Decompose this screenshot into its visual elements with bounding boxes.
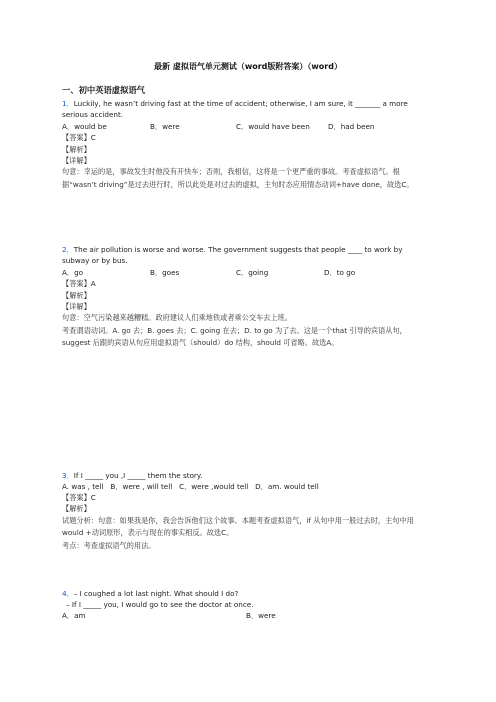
question-stem: Luckily, he wasn’t driving fast at the time of accident; otherwise, I am sure, it _______ a more serious accident.: [62, 99, 408, 120]
explanation: 考查谓语动词。A. go 去；B. goes 去；C. going 在去；D. to go 为了去。这是一个that 引导的宾语从句，suggest 后跟的宾语从句应用虚拟语气（should）do 结构，should 可省略。故选A。: [62, 325, 407, 348]
option-d: D．had been: [328, 122, 375, 132]
document-title: 最新 虚拟语气单元测试（word版附答案）（word）: [154, 62, 342, 71]
option-a: A．go: [62, 268, 84, 278]
section-heading: 一、初中英语虚拟语气: [62, 85, 145, 95]
answer-label: 【答案】A: [62, 279, 96, 289]
explanation: 句意：幸运的是，事故发生时他没有开快车；否则，我相信，这将是一个更严重的事故。考查虚拟语气。根据“wasn’t driving”是过去进行时，所以此处是对过去的虚拟，主句时态应用情态动词+have done，故选C。: [62, 166, 414, 189]
question-stem: The air pollution is worse and worse. The government suggests that people ____ to work by subway or by bus.: [62, 245, 403, 266]
dialogue-line-2: – If I _____ you, I would go to see the doctor at once.: [66, 600, 254, 610]
analysis-label: 【解析】: [62, 504, 91, 514]
question-number: 3．: [62, 471, 74, 480]
test-point: 考点：考查虚拟语气的用法。: [62, 540, 156, 550]
question-4: [62, 588, 432, 621]
answer-label: 【答案】C: [62, 493, 96, 503]
option-c: C．would have been: [236, 122, 310, 132]
options-line: A. was , tell B．were , will tell C．were ,would tell D．am. would tell: [62, 482, 319, 492]
option-b: B．were: [150, 122, 180, 132]
option-a: A．would be: [62, 122, 107, 132]
option-a: A．am: [62, 611, 86, 621]
explanation-sentence: 句意：空气污染越来越糟糕。政府建议人们乘地铁或者乘公交车去上班。: [62, 312, 293, 322]
dialogue-line-1: – I coughed a lot last night. What should I do?: [73, 589, 239, 598]
answer-label: 【答案】C: [62, 133, 96, 143]
detail-label: 【详解】: [62, 155, 91, 165]
analysis-label: 【解析】: [62, 290, 91, 300]
question-stem: If I _____ you ,I _____ them the story.: [73, 471, 203, 480]
question-number: 2．: [62, 245, 74, 254]
question-number: 4．: [62, 589, 74, 598]
option-d: D．to go: [324, 268, 356, 278]
question-1: [62, 98, 432, 191]
option-b: B．goes: [150, 268, 180, 278]
question-2: [62, 244, 432, 350]
option-b: B．were: [246, 611, 276, 621]
question-3: [62, 470, 432, 551]
question-number: 1．: [62, 99, 74, 108]
detail-label: 【详解】: [62, 301, 91, 311]
option-c: C．going: [236, 268, 269, 278]
analysis-label: 【解析】: [62, 144, 91, 154]
explanation: 试题分析：句意：如果我是你，我会告诉他们这个故事。本题考查虚拟语气，if 从句中用一般过去时，主句中用would +动词原形，表示与现在的事实相反。故选C。: [62, 515, 414, 538]
